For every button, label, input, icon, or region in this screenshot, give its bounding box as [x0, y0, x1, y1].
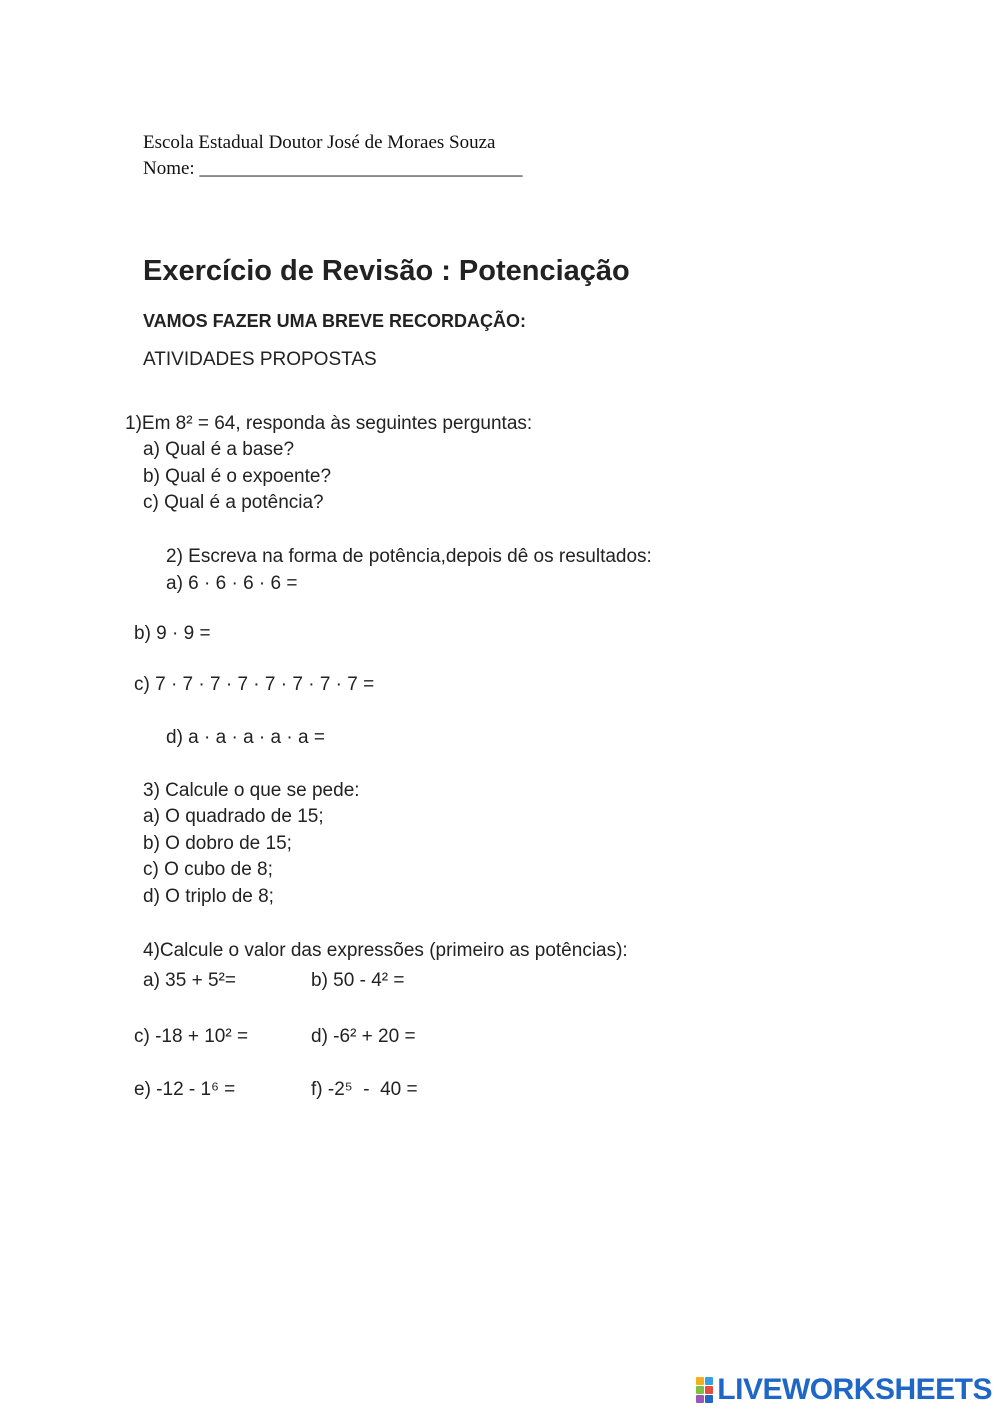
student-name-line: Nome: __________________________________ — [143, 158, 523, 179]
question-3-item-d: d) O triplo de 8; — [143, 886, 274, 907]
question-3-item-c: c) O cubo de 8; — [143, 859, 273, 880]
question-4-item-e: e) -12 - 1⁶ = — [134, 1079, 236, 1100]
school-name: Escola Estadual Doutor José de Moraes Souza — [143, 132, 496, 153]
question-3-prompt: 3) Calcule o que se pede: — [143, 780, 360, 801]
question-4-item-c: c) -18 + 10² = — [134, 1026, 249, 1047]
question-2-item-b: b) 9 · 9 = — [134, 623, 211, 644]
liveworksheets-logo-icon — [696, 1377, 713, 1403]
question-1-prompt: 1)Em 8² = 64, responda às seguintes perguntas: — [125, 413, 533, 434]
question-4-prompt: 4)Calcule o valor das expressões (primeiro as potências): — [143, 940, 628, 961]
question-3-item-b: b) O dobro de 15; — [143, 833, 292, 854]
liveworksheets-logo[interactable] — [696, 1373, 992, 1407]
liveworksheets-brand-text: LIVEWORKSHEETS — [717, 1373, 992, 1406]
question-2-prompt: 2) Escreva na forma de potência,depois dê os resultados: — [166, 546, 652, 567]
question-2-item-d: d) a · a · a · a · a = — [166, 727, 325, 748]
question-1-item-b: b) Qual é o expoente? — [143, 466, 332, 487]
question-4-item-d: d) -6² + 20 = — [311, 1026, 416, 1047]
section-label: ATIVIDADES PROPOSTAS — [143, 349, 377, 370]
question-1-item-c: c) Qual é a potência? — [143, 492, 324, 513]
question-1-item-a: a) Qual é a base? — [143, 439, 295, 460]
question-2-item-a: a) 6 · 6 · 6 · 6 = — [166, 573, 298, 594]
subtitle: VAMOS FAZER UMA BREVE RECORDAÇÃO: — [143, 311, 527, 331]
question-3-item-a: a) O quadrado de 15; — [143, 806, 324, 827]
question-4-item-a: a) 35 + 5²= — [143, 970, 236, 991]
question-2-item-c: c) 7 · 7 · 7 · 7 · 7 · 7 · 7 · 7 = — [134, 674, 375, 695]
question-4-item-f: f) -2⁵ - 40 = — [311, 1079, 418, 1100]
page-title: Exercício de Revisão : Potenciação — [143, 255, 630, 287]
question-4-item-b: b) 50 - 4² = — [311, 970, 405, 991]
